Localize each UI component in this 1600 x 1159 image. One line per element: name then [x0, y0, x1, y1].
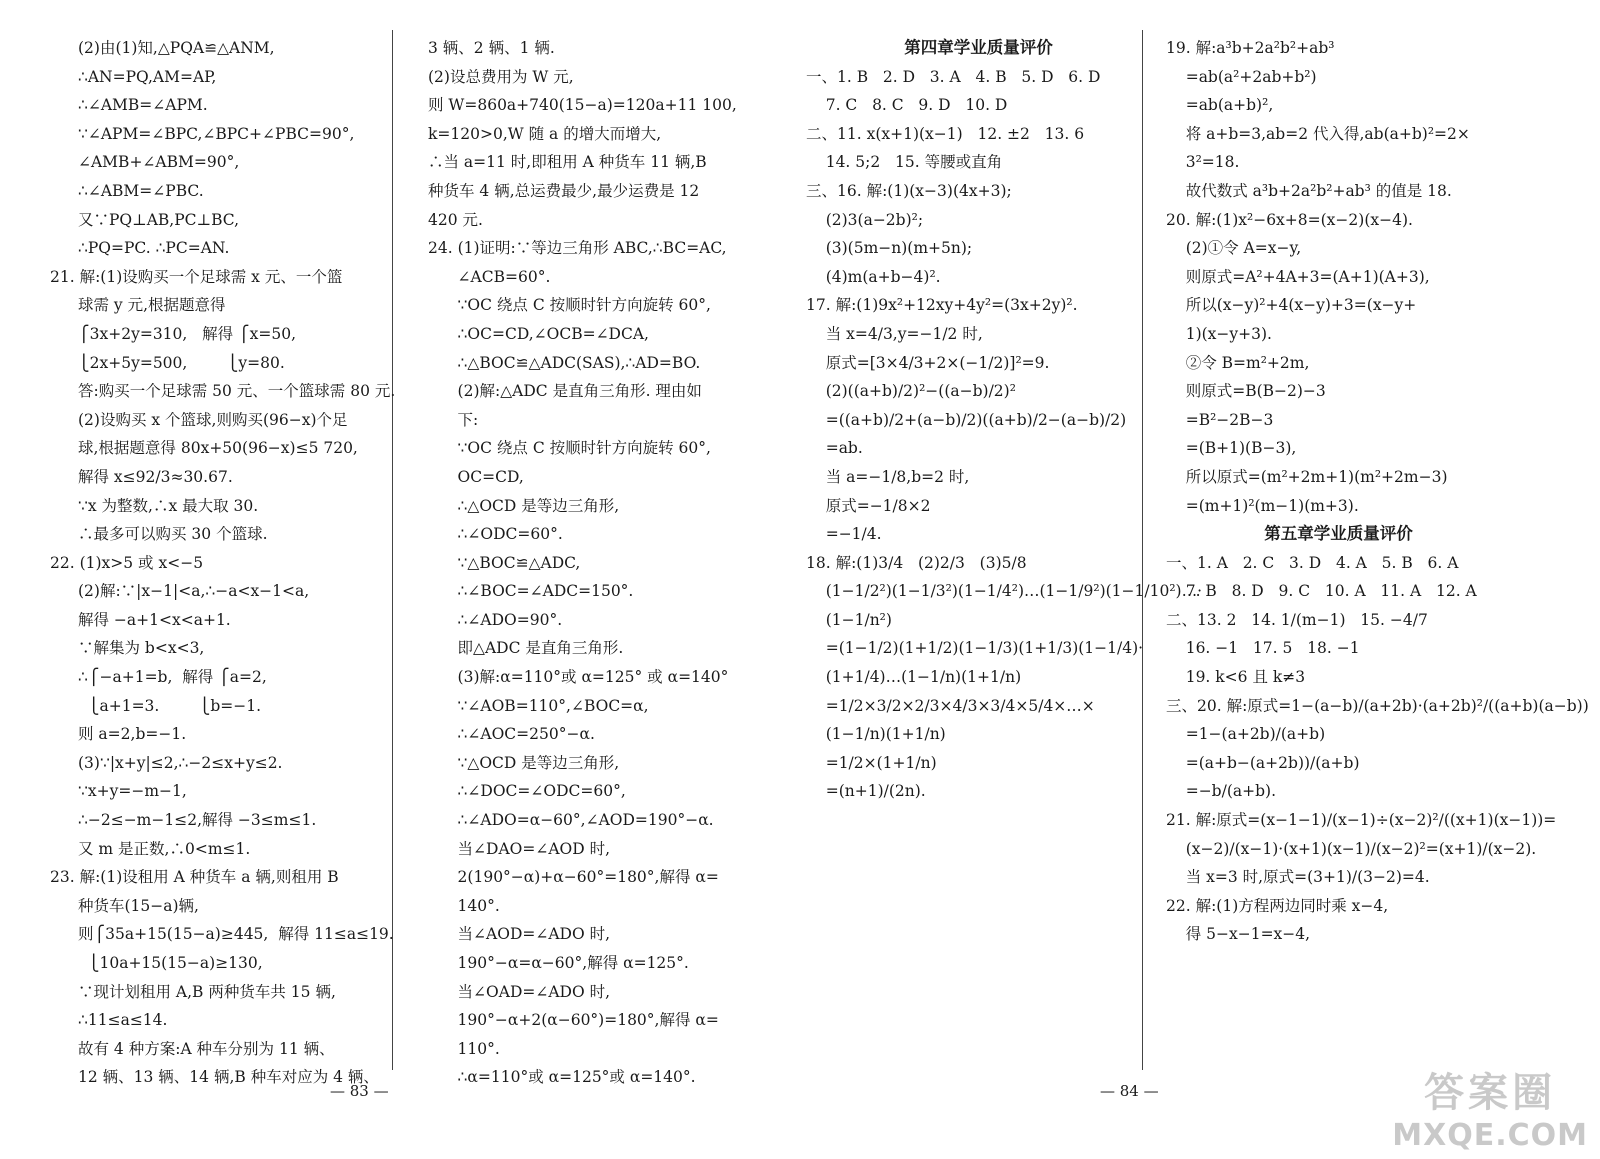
text-line: 种货车 4 辆,总运费最少,最少运费是 12 [428, 181, 700, 200]
text-line: 当 a=−1/8,b=2 时, [806, 467, 970, 486]
text-line: (2)设购买 x 个篮球,则购买(96−x)个足 [78, 410, 348, 429]
text-line: 19. k<6 且 k≠3 [1166, 668, 1306, 687]
text-line: ∴AN=PQ,AM=AP, [78, 67, 217, 86]
text-line: 14. 5;2 15. 等腰或直角 [806, 153, 1003, 172]
text-line: 20. 解:(1)x²−6x+8=(x−2)(x−4). [1166, 210, 1413, 229]
text-line: 则⎧35a+15(15−a)≥445, 解得 11≤a≤19. [78, 925, 394, 944]
text-line: (2)设总费用为 W 元, [428, 67, 574, 86]
text-line: ∴PQ=PC. ∴PC=AN. [78, 239, 230, 258]
text-line: 140°. [428, 896, 500, 915]
text-line: ∴∠BOC=∠ADC=150°. [428, 582, 634, 601]
text-line: =ab. [806, 439, 863, 458]
text-line: 三、20. 解:原式=1−(a−b)/(a+2b)·(a+2b)²/((a+b)(a−b)) [1166, 696, 1589, 715]
text-line: ∴⎧−a+1=b, 解得 ⎧a=2, [78, 668, 267, 687]
text-line: 原式=−1/8×2 [806, 496, 931, 515]
text-line: 当∠DAO=∠AOD 时, [428, 839, 611, 858]
text-line: ∴−2≤−m−1≤2,解得 −3≤m≤1. [78, 811, 317, 830]
text-line: 一、1. A 2. C 3. D 4. A 5. B 6. A [1166, 553, 1459, 572]
text-line: ∴α=110°或 α=125°或 α=140°. [428, 1068, 696, 1087]
text-line: ∴△OCD 是等边三角形, [428, 496, 620, 515]
text-line: =B²−2B−3 [1166, 410, 1274, 429]
text-line: ②令 B=m²+2m, [1166, 353, 1310, 372]
text-line: (2)①令 A=x−y, [1166, 239, 1302, 258]
text-line: 故代数式 a³b+2a²b²+ab³ 的值是 18. [1166, 181, 1452, 200]
text-line: 得 5−x−1=x−4, [1166, 925, 1311, 944]
text-line: ∴∠ABM=∠PBC. [78, 181, 204, 200]
text-line: k=120>0,W 随 a 的增大而增大, [428, 124, 662, 143]
text-line: 110°. [428, 1039, 500, 1058]
column-4 [1166, 34, 1589, 949]
text-line: 所以(x−y)²+4(x−y)+3=(x−y+ [1166, 296, 1417, 315]
text-line: 又 m 是正数,∴0<m≤1. [78, 839, 251, 858]
text-line: 190°−α=α−60°,解得 α=125°. [428, 954, 689, 972]
text-line: (x−2)/(x−1)·(x+1)(x−1)/(x−2)²=(x+1)/(x−2). [1166, 839, 1537, 858]
text-line: (2)由(1)知,△PQA≌△ANM, [78, 39, 275, 57]
text-line: =ab(a²+2ab+b²) [1166, 67, 1317, 86]
text-line: (2)解:∵|x−1|<a,∴−a<x−1<a, [78, 582, 310, 601]
text-line: ∴∠ODC=60°. [428, 525, 563, 544]
page-number-left: — 83 — [330, 1082, 389, 1100]
text-line: =(n+1)/(2n). [806, 782, 926, 801]
text-line: 球需 y 元,根据题意得 [78, 296, 226, 315]
text-line: ∴最多可以购买 30 个篮球. [78, 525, 268, 544]
text-line: =1/2×3/2×2/3×4/3×3/4×5/4×…× [806, 696, 1095, 715]
text-line: (3)∵|x+y|≤2,∴−2≤x+y≤2. [78, 753, 283, 772]
text-line: ∵OC 绕点 C 按顺时针方向旋转 60°, [428, 439, 711, 458]
text-line: 3 辆、2 辆、1 辆. [428, 39, 555, 57]
text-line: 22. (1)x>5 或 x<−5 [50, 553, 204, 572]
text-line: 19. 解:a³b+2a²b²+ab³ [1166, 39, 1335, 57]
text-line: 当∠OAD=∠ADO 时, [428, 982, 611, 1001]
text-line: 种货车(15−a)辆, [78, 896, 199, 915]
text-line: =(a+b−(a+2b))/(a+b) [1166, 753, 1360, 772]
text-line: ∵△BOC≌△ADC, [428, 553, 581, 572]
watermark [1392, 1061, 1588, 1153]
text-line: (1−1/n)(1+1/n) [806, 725, 946, 744]
text-line: ∵OC 绕点 C 按顺时针方向旋转 60°, [428, 296, 711, 315]
text-line: 22. 解:(1)方程两边同时乘 x−4, [1166, 896, 1389, 915]
text-line: 17. 解:(1)9x²+12xy+4y²=(3x+2y)². [806, 296, 1078, 315]
text-line: (3)解:α=110°或 α=125° 或 α=140° [428, 668, 729, 687]
text-line: 即△ADC 是直角三角形. [428, 639, 624, 658]
text-line: 又∵PQ⊥AB,PC⊥BC, [78, 210, 240, 229]
text-line: 则 W=860a+740(15−a)=120a+11 100, [428, 96, 737, 115]
text-line: 16. −1 17. 5 18. −1 [1166, 639, 1360, 658]
text-line: ∴11≤a≤14. [78, 1011, 168, 1030]
text-line: =ab(a+b)², [1166, 96, 1274, 115]
text-line: ∴∠AMB=∠APM. [78, 96, 208, 115]
text-line: ⎩10a+15(15−a)≥130, [78, 954, 263, 972]
text-line: OC=CD, [428, 467, 524, 486]
text-line: 故有 4 种方案:A 种车分别为 11 辆、 [78, 1039, 335, 1058]
text-line: 23. 解:(1)设租用 A 种货车 a 辆,则租用 B [50, 868, 339, 887]
watermark-logo: 答案圈 [1424, 1070, 1557, 1116]
text-line: =(m+1)²(m−1)(m+3). [1166, 496, 1359, 515]
text-line: =−b/(a+b). [1166, 782, 1276, 801]
text-line: =−1/4. [806, 525, 882, 544]
text-line: (2)3(a−2b)²; [806, 210, 924, 229]
text-line: 则 a=2,b=−1. [78, 725, 187, 744]
text-line: =(1−1/2)(1+1/2)(1−1/3)(1+1/3)(1−1/4)· [806, 639, 1144, 658]
text-line: (1−1/n²) [806, 610, 892, 629]
text-line: ∴∠ADO=90°. [428, 610, 563, 629]
text-line: (2)解:△ADC 是直角三角形. 理由如 [428, 382, 702, 401]
text-line: ∴OC=CD,∠OCB=∠DCA, [428, 324, 649, 343]
text-line: ∴△BOC≌△ADC(SAS),∴AD=BO. [428, 353, 701, 372]
section-title: 第五章学业质量评价 [1264, 524, 1413, 544]
text-line: (2)((a+b)/2)²−((a−b)/2)² [806, 382, 1016, 401]
text-line: ∵∠APM=∠BPC,∠BPC+∠PBC=90°, [78, 124, 355, 143]
text-line: 解得 x≤92/3≈30.67. [78, 467, 233, 486]
text-line: 则原式=B(B−2)−3 [1166, 382, 1326, 401]
text-line: 二、11. x(x+1)(x−1) 12. ±2 13. 6 [806, 124, 1085, 143]
text-line: ∴当 a=11 时,即租用 A 种货车 11 辆,B [428, 153, 707, 172]
text-line: ∵△OCD 是等边三角形, [428, 753, 620, 772]
text-line: 解得 −a+1<x<a+1. [78, 610, 231, 629]
text-line: ⎩a+1=3. ⎩b=−1. [78, 696, 262, 715]
text-line: ∴∠ADO=α−60°,∠AOD=190°−α. [428, 811, 714, 830]
text-line: ∴∠DOC=∠ODC=60°, [428, 782, 626, 801]
text-line: 3²=18. [1166, 153, 1240, 172]
text-line: ∠ACB=60°. [428, 267, 551, 286]
text-line: 答:购买一个足球需 50 元、一个篮球需 80 元. [78, 382, 396, 401]
text-line: 1)(x−y+3). [1166, 324, 1272, 343]
text-line: 18. 解:(1)3/4 (2)2/3 (3)5/8 [806, 553, 1027, 572]
column-2 [428, 34, 773, 1092]
text-line: ∵x+y=−m−1, [78, 782, 187, 801]
text-line: 21. 解:(1)设购买一个足球需 x 元、一个篮 [50, 267, 343, 286]
text-line: 21. 解:原式=(x−1−1)/(x−1)÷(x−2)²/((x+1)(x−1))= [1166, 811, 1557, 830]
text-line: 当∠AOD=∠ADO 时, [428, 925, 611, 944]
text-line: ∠AMB+∠ABM=90°, [78, 153, 240, 172]
text-line: (1+1/4)…(1−1/n)(1+1/n) [806, 668, 1022, 687]
text-line: 190°−α+2(α−60°)=180°,解得 α= [428, 1011, 719, 1030]
text-line: 则原式=A²+4A+3=(A+1)(A+3), [1166, 267, 1430, 286]
text-line: ∵x 为整数,∴x 最大取 30. [78, 496, 259, 515]
text-line: ∵∠AOB=110°,∠BOC=α, [428, 696, 649, 715]
text-line: 12 辆、13 辆、14 辆,B 种车对应为 4 辆、 [78, 1068, 379, 1087]
text-line: =1−(a+2b)/(a+b) [1166, 725, 1326, 744]
text-line: ∵解集为 b<x<3, [78, 639, 205, 658]
text-line: 7. B 8. D 9. C 10. A 11. A 12. A [1166, 582, 1477, 601]
text-line: ∵现计划租用 A,B 两种货车共 15 辆, [78, 982, 336, 1001]
text-line: =(B+1)(B−3), [1166, 439, 1297, 458]
text-line: 原式=[3×4/3+2×(−1/2)]²=9. [806, 353, 1050, 372]
column-divider-left [392, 30, 393, 1070]
text-line: 420 元. [428, 210, 483, 229]
text-line: 球,根据题意得 80x+50(96−x)≤5 720, [78, 439, 358, 458]
text-line: 当 x=3 时,原式=(3+1)/(3−2)=4. [1166, 868, 1430, 887]
text-line: 24. (1)证明:∵等边三角形 ABC,∴BC=AC, [428, 239, 727, 258]
section-title: 第四章学业质量评价 [904, 38, 1053, 57]
text-line: 二、13. 2 14. 1/(m−1) 15. −4/7 [1166, 610, 1428, 629]
text-line: 7. C 8. C 9. D 10. D [806, 96, 1008, 115]
text-line: ⎩2x+5y=500, ⎩y=80. [78, 353, 285, 372]
text-line: 三、16. 解:(1)(x−3)(4x+3); [806, 181, 1012, 200]
text-line: (1−1/2²)(1−1/3²)(1−1/4²)…(1−1/9²)(1−1/10²)…· [806, 582, 1203, 601]
text-line: 当 x=4/3,y=−1/2 时, [806, 324, 983, 343]
text-line: ⎧3x+2y=310, 解得 ⎧x=50, [78, 324, 297, 343]
text-line: =((a+b)/2+(a−b)/2)((a+b)/2−(a−b)/2) [806, 410, 1127, 429]
watermark-url: MXQE.COM [1392, 1118, 1588, 1153]
text-line: 下: [428, 410, 479, 429]
text-line: =1/2×(1+1/n) [806, 753, 937, 772]
text-line: 所以原式=(m²+2m+1)(m²+2m−3) [1166, 467, 1448, 486]
text-line: ∴∠AOC=250°−α. [428, 725, 595, 744]
page-number-right: — 84 — [1100, 1082, 1159, 1100]
text-line: 一、1. B 2. D 3. A 4. B 5. D 6. D [806, 67, 1101, 86]
text-line: 将 a+b=3,ab=2 代入得,ab(a+b)²=2× [1166, 124, 1470, 143]
text-line: (4)m(a+b−4)². [806, 267, 941, 286]
column-1 [50, 34, 396, 1092]
text-line: (3)(5m−n)(m+5n); [806, 239, 973, 258]
text-line: 2(190°−α)+α−60°=180°,解得 α= [428, 868, 719, 887]
